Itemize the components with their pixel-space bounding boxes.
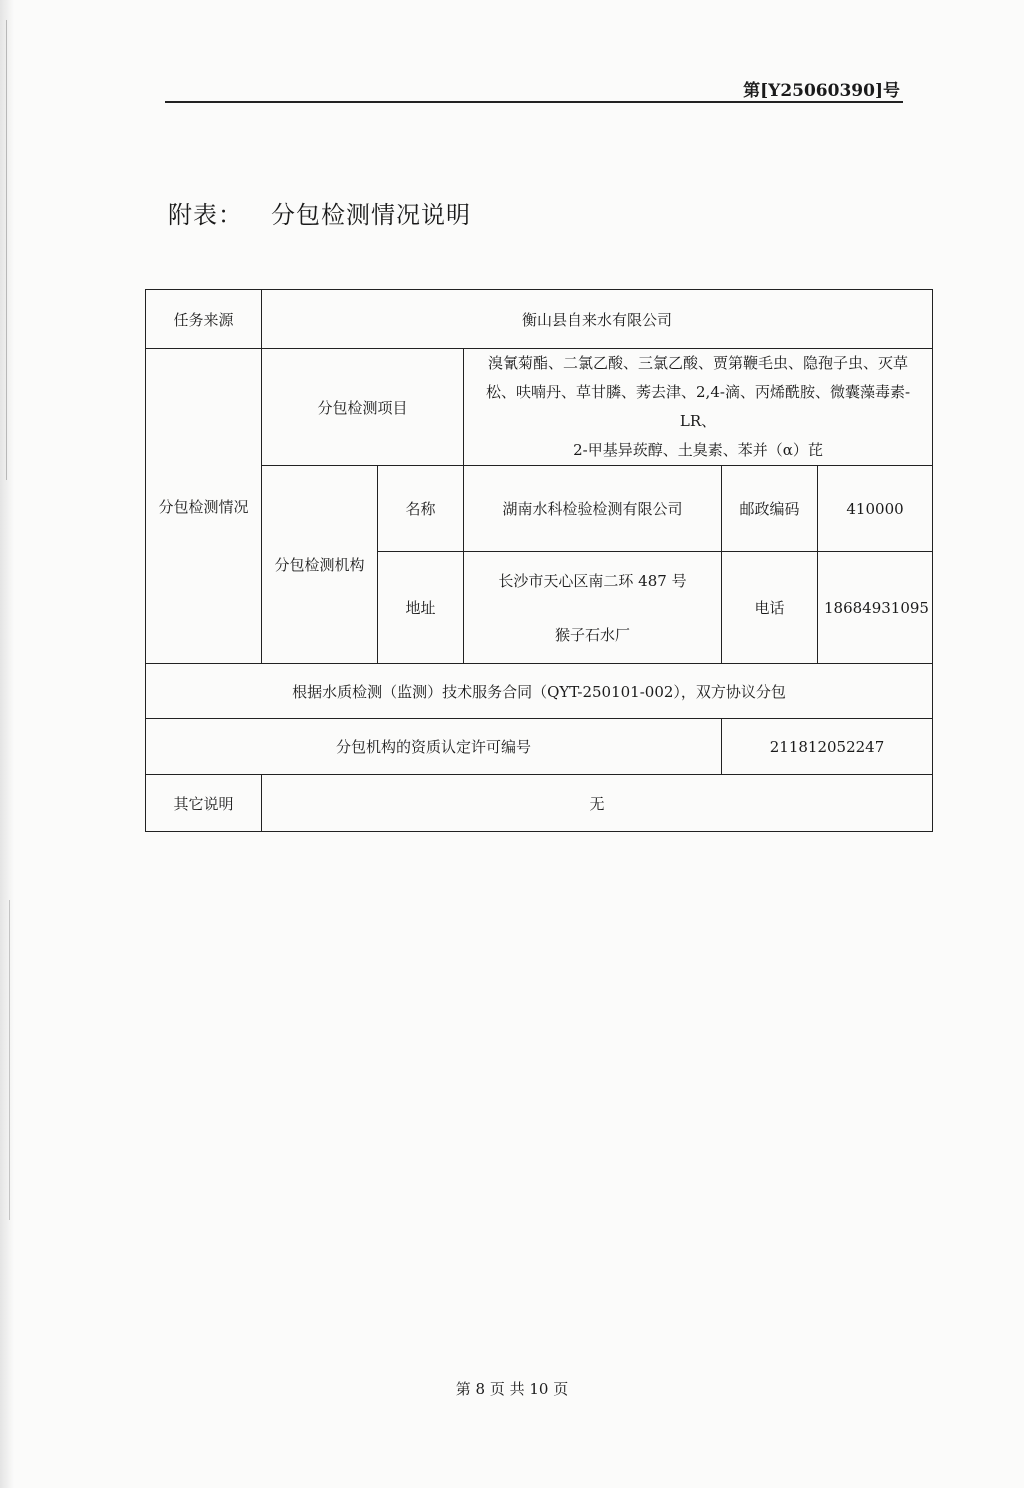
scan-edge-shadow bbox=[0, 0, 14, 1488]
table-row bbox=[146, 466, 933, 552]
table-row bbox=[146, 719, 933, 775]
scan-artifact-line bbox=[9, 900, 10, 1220]
address-value bbox=[464, 552, 722, 664]
subcontract-label: 分包检测情况 bbox=[146, 349, 262, 664]
address-line: 猴子石水厂 bbox=[554, 625, 630, 644]
table-row bbox=[146, 290, 933, 349]
table-row bbox=[146, 664, 933, 719]
address-line: 长沙市天心区南二环 487 号 bbox=[498, 571, 687, 590]
scan-artifact-line bbox=[6, 20, 7, 480]
task-source-value: 衡山县自来水有限公司 bbox=[262, 290, 933, 349]
license-value: 211812052247 bbox=[722, 719, 933, 775]
subcontract-table bbox=[145, 289, 933, 832]
task-source-label: 任务来源 bbox=[146, 290, 262, 349]
name-value: 湖南水科检验检测有限公司 bbox=[464, 466, 722, 552]
report-number: 第[Y25060390]号 bbox=[743, 81, 900, 101]
postcode-label: 邮政编码 bbox=[722, 466, 818, 552]
license-label: 分包机构的资质认定许可编号 bbox=[146, 719, 722, 775]
agency-label: 分包检测机构 bbox=[262, 466, 378, 664]
other-label: 其它说明 bbox=[146, 775, 262, 832]
items-label: 分包检测项目 bbox=[262, 349, 464, 466]
page-title bbox=[168, 195, 471, 230]
items-line: 2-甲基异莰醇、土臭素、苯并（α）芘 bbox=[573, 441, 823, 459]
table-row bbox=[146, 775, 933, 832]
postcode-value: 410000 bbox=[818, 466, 933, 552]
phone-label: 电话 bbox=[722, 552, 818, 664]
items-value bbox=[464, 349, 933, 466]
phone-value: 18684931095 bbox=[818, 552, 933, 664]
other-value: 无 bbox=[262, 775, 933, 832]
basis-text: 根据水质检测（监测）技术服务合同（QYT-250101-002），双方协议分包 bbox=[146, 664, 933, 719]
table-row bbox=[146, 349, 933, 466]
items-line: 溴氰菊酯、二氯乙酸、三氯乙酸、贾第鞭毛虫、隐孢子虫、灭草 bbox=[488, 354, 909, 372]
title-prefix: 附表： bbox=[168, 201, 243, 229]
page-number: 第 8 页 共 10 页 bbox=[455, 1380, 569, 1398]
name-label: 名称 bbox=[378, 466, 464, 552]
header-rule bbox=[165, 101, 903, 103]
items-line: 松、呋喃丹、草甘膦、莠去津、2,4-滴、丙烯酰胺、微囊藻毒素-LR、 bbox=[486, 383, 911, 430]
title-text: 分包检测情况说明 bbox=[271, 201, 471, 229]
address-label: 地址 bbox=[378, 552, 464, 664]
